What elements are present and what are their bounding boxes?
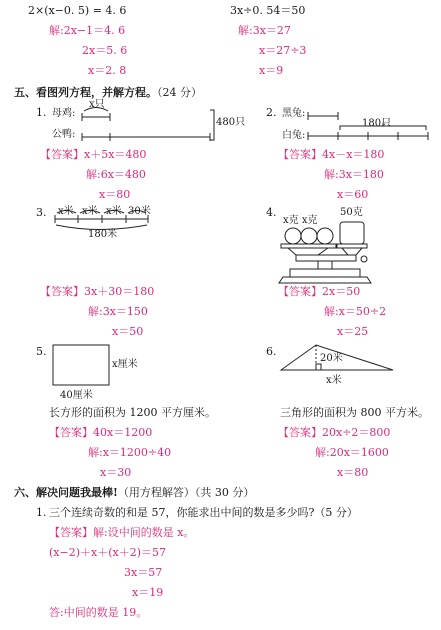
section-6-title — [14, 486, 254, 500]
q1-answer-line1: 【答案】解:设中间的数是 x。 — [49, 526, 195, 539]
top-right-step1: 解:3x＝27 — [238, 24, 291, 37]
p2-count-label: 180只 — [362, 118, 392, 129]
top-right-problem: 3x÷0. 54＝50 — [230, 4, 306, 17]
top-right-step3: x＝9 — [259, 64, 284, 77]
section-6-note: （用方程解答）（共 30 分） — [117, 486, 255, 499]
p6-answer-line3: x＝80 — [337, 466, 369, 479]
q1-answer-line2: (x−2)＋x＋(x＋2)＝57 — [49, 546, 166, 559]
p4-answer-line3: x＝25 — [337, 325, 369, 338]
p4-answer-line1: 【答案】2x＝50 — [278, 285, 361, 298]
p6-description: 三角形的面积为 800 平方米。 — [280, 406, 429, 419]
section-5-points: （24 分） — [157, 86, 202, 99]
top-left-step2: 2x＝5. 6 — [82, 44, 128, 57]
p4-answer-line2: 解:x＝50÷2 — [324, 305, 387, 318]
p6-answer-line2: 解:20x＝1600 — [315, 446, 389, 459]
p4-right-label: 50克 — [340, 207, 363, 218]
p5-number: 5. — [36, 345, 47, 358]
p6-height-label: 20米 — [320, 353, 343, 364]
p5-answer-line2: 解:x＝1200÷40 — [88, 446, 172, 459]
p4-number: 4. — [266, 206, 277, 219]
section-5-heading: 五、看图列方程，并解方程。 — [14, 86, 157, 99]
p1-answer-line2: 解:6x＝480 — [86, 168, 146, 181]
p3-answer-line1: 【答案】3x＋30＝180 — [40, 285, 155, 298]
p3-seg-label-2: x米 — [82, 206, 98, 217]
p3-seg-label-4: 30米 — [128, 206, 151, 217]
top-left-problem: 2×(x−0. 5) = 4. 6 — [28, 4, 127, 17]
p1-number: 1. — [36, 106, 47, 119]
p3-seg-label-3: x米 — [106, 206, 122, 217]
p6-answer-line1: 【答案】20x÷2＝800 — [278, 426, 391, 439]
p5-answer-line3: x＝30 — [100, 466, 132, 479]
top-left-step3: x＝2. 8 — [88, 64, 127, 77]
q1-answer-line3: 3x＝57 — [124, 566, 163, 579]
q1-answer-line4: x＝19 — [132, 586, 164, 599]
q1-text: 三个连续奇数的和是 57，你能求出中间的数是多少吗?（5 分） — [49, 506, 358, 519]
p5-description: 长方形的面积为 1200 平方厘米。 — [49, 406, 216, 419]
p1-hen-label: 母鸡: — [52, 108, 76, 119]
p3-seg-label-1: x米 — [58, 206, 74, 217]
p6-number: 6. — [266, 345, 277, 358]
q1-answer-line5: 答:中间的数是 19。 — [49, 606, 148, 619]
p3-answer-line3: x＝50 — [112, 325, 144, 338]
p2-answer-line3: x＝60 — [337, 188, 369, 201]
p5-answer-line1: 【答案】40x＝1200 — [49, 426, 153, 439]
p1-x-label: x只 — [89, 99, 105, 110]
p5-bottom-label: 40厘米 — [60, 390, 93, 401]
top-left-step1: 解:2x−1＝4. 6 — [49, 24, 126, 37]
p3-total-label: 180米 — [88, 229, 118, 240]
p1-answer-line3: x＝80 — [99, 188, 131, 201]
p6-base-label: x米 — [326, 375, 342, 386]
p1-total-label: 480只 — [216, 117, 246, 128]
p1-answer-line1: 【答案】x＋5x＝480 — [40, 148, 147, 161]
section-6-heading: 六、解决问题我最棒! — [14, 486, 118, 499]
p3-number: 3. — [36, 206, 47, 219]
p2-white-label: 白兔: — [282, 130, 306, 141]
p3-answer-line2: 解:3x＝150 — [88, 305, 148, 318]
p5-side-label: x厘米 — [112, 359, 138, 370]
top-right-step2: x＝27÷3 — [259, 44, 307, 57]
p2-answer-line2: 解:3x＝180 — [324, 168, 384, 181]
p4-left-label: x克 x克 — [283, 215, 318, 226]
q1-number: 1. — [36, 506, 47, 519]
p1-duck-label: 公鸭: — [52, 129, 76, 140]
p2-black-label: 黑兔: — [282, 108, 306, 119]
p2-answer-line1: 【答案】4x－x＝180 — [278, 148, 385, 161]
p2-number: 2. — [266, 106, 277, 119]
